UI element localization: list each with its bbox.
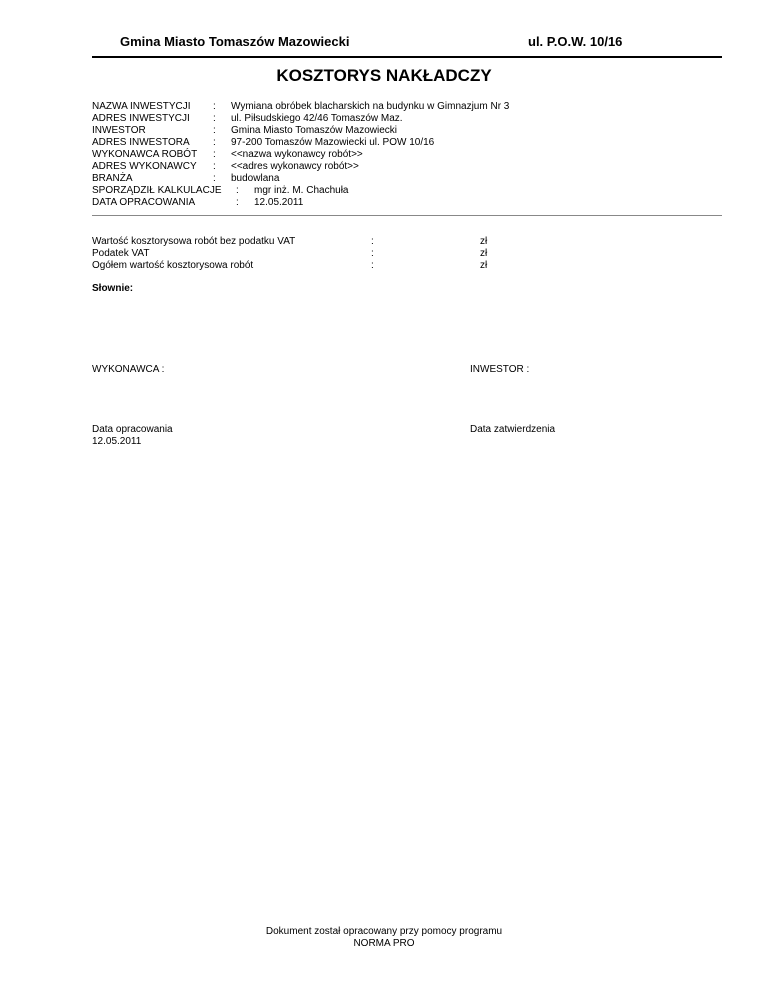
investor-label: INWESTOR :: [470, 364, 530, 375]
prepared-row: [92, 185, 732, 197]
contractor-label: WYKONAWCA :: [92, 364, 165, 375]
cost-values: [92, 236, 732, 272]
info-colon: :: [213, 125, 216, 136]
cost-label: Wartość kosztorysowa robót bez podatku VAT: [92, 236, 296, 247]
cost-label: Ogółem wartość kosztorysowa robót: [92, 260, 254, 271]
prepared-colon: :: [236, 185, 239, 196]
info-colon: :: [213, 137, 216, 148]
cost-row: [92, 236, 732, 248]
cost-label: Podatek VAT: [92, 248, 150, 259]
header-divider: [92, 56, 722, 58]
prepared-value: 12.05.2011: [254, 197, 304, 208]
date-prepared-value: 12.05.2011: [92, 436, 142, 447]
cost-unit: zł: [480, 236, 488, 247]
date-prepared-label: Data opracowania: [92, 424, 173, 435]
cost-colon: :: [371, 236, 374, 247]
info-value: Wymiana obróbek blacharskich na budynku w Gimnazjum Nr 3: [231, 101, 510, 112]
info-row: [92, 113, 732, 125]
info-label: INWESTOR: [92, 125, 146, 136]
info-colon: :: [213, 149, 216, 160]
project-info: [92, 101, 732, 185]
cost-colon: :: [371, 248, 374, 259]
info-label: ADRES INWESTORA: [92, 137, 190, 148]
info-row: [92, 149, 732, 161]
prepared-info: [92, 185, 732, 209]
info-colon: :: [213, 161, 216, 172]
info-label: ADRES INWESTYCJI: [92, 113, 190, 124]
info-label: NAZWA INWESTYCJI: [92, 101, 191, 112]
info-colon: :: [213, 113, 216, 124]
section-divider: [92, 215, 722, 216]
info-value: Gmina Miasto Tomaszów Mazowiecki: [231, 125, 397, 136]
info-colon: :: [213, 173, 216, 184]
info-row: [92, 101, 732, 113]
info-row: [92, 173, 732, 185]
footer-line-1: Dokument został opracowany przy pomocy programu: [265, 926, 503, 937]
header-municipality: Gmina Miasto Tomaszów Mazowiecki: [120, 34, 350, 49]
info-value: ul. Piłsudskiego 42/46 Tomaszów Maz.: [231, 113, 403, 124]
prepared-label: DATA OPRACOWANIA: [92, 197, 196, 208]
info-label: WYKONAWCA ROBÓT: [92, 149, 198, 160]
cost-row: [92, 260, 732, 272]
header-address: ul. P.O.W. 10/16: [528, 34, 623, 49]
info-colon: :: [213, 101, 216, 112]
prepared-value: mgr inż. M. Chachuła: [254, 185, 349, 196]
prepared-colon: :: [236, 197, 239, 208]
info-value: <<nazwa wykonawcy robót>>: [231, 149, 363, 160]
prepared-label: SPORZĄDZIŁ KALKULACJE: [92, 185, 222, 196]
info-label: BRANŻA: [92, 173, 133, 184]
info-row: [92, 125, 732, 137]
info-value: 97-200 Tomaszów Mazowiecki ul. POW 10/16: [231, 137, 435, 148]
info-value: budowlana: [231, 173, 280, 184]
footer-line-2: NORMA PRO: [353, 938, 415, 949]
cost-unit: zł: [480, 248, 488, 259]
cost-colon: :: [371, 260, 374, 271]
footer-note: [0, 926, 768, 950]
prepared-row: [92, 197, 732, 209]
info-row: [92, 137, 732, 149]
info-value: <<adres wykonawcy robót>>: [231, 161, 359, 172]
amount-in-words-label: Słownie:: [92, 283, 134, 294]
cost-row: [92, 248, 732, 260]
document-title: KOSZTORYS NAKŁADCZY: [276, 66, 492, 85]
info-label: ADRES WYKONAWCY: [92, 161, 197, 172]
cost-unit: zł: [480, 260, 488, 271]
date-approved-label: Data zatwierdzenia: [470, 424, 556, 435]
info-row: [92, 161, 732, 173]
